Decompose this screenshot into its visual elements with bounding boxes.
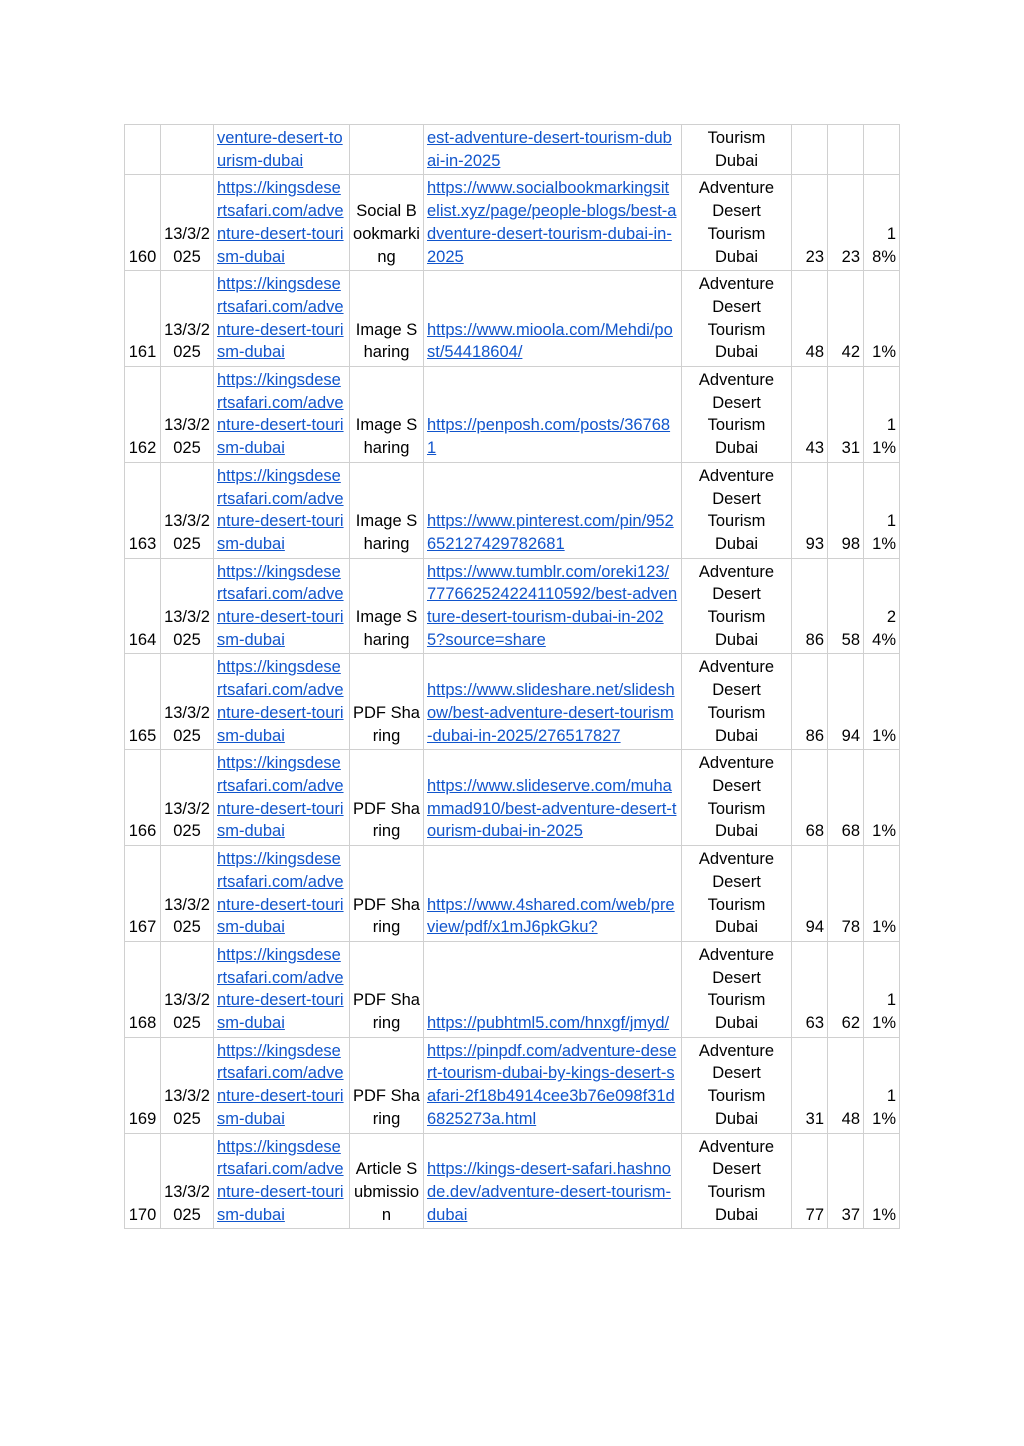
da-cell: 94	[792, 846, 828, 942]
spam-score-cell: 11%	[864, 462, 900, 558]
keyword-cell: Adventure Desert Tourism Dubai	[682, 846, 792, 942]
backlink-url-link[interactable]: https://www.socialbookmarkingsitelist.xyz/page/people-blogs/best-adventure-desert-tourism-dubai-in-2025	[427, 179, 677, 266]
da-cell: 68	[792, 750, 828, 846]
target-url-cell	[214, 846, 350, 942]
date-cell: 13/3/2025	[161, 175, 214, 271]
date-cell: 13/3/2025	[161, 1037, 214, 1133]
backlink-url-cell	[424, 462, 682, 558]
backlink-url-link[interactable]: https://pubhtml5.com/hnxgf/jmyd/	[427, 1014, 670, 1033]
target-url-cell	[214, 1037, 350, 1133]
pa-cell: 58	[828, 558, 864, 654]
backlink-url-cell	[424, 558, 682, 654]
backlink-url-cell	[424, 941, 682, 1037]
backlink-url-cell	[424, 1037, 682, 1133]
submission-type-cell: PDF Sharing	[350, 1037, 424, 1133]
submission-type-cell: Image Sharing	[350, 462, 424, 558]
da-cell: 86	[792, 558, 828, 654]
row-number-cell: 161	[125, 271, 161, 367]
backlink-url-cell	[424, 175, 682, 271]
target-url-cell	[214, 558, 350, 654]
date-cell: 13/3/2025	[161, 558, 214, 654]
da-cell: 63	[792, 941, 828, 1037]
pa-cell: 78	[828, 846, 864, 942]
spam-score-cell: 24%	[864, 558, 900, 654]
target-url-cell	[214, 750, 350, 846]
target-url-cell	[214, 1133, 350, 1229]
backlink-url-cell	[424, 750, 682, 846]
date-cell: 13/3/2025	[161, 367, 214, 463]
keyword-cell: Adventure Desert Tourism Dubai	[682, 175, 792, 271]
spam-score-cell: 1%	[864, 271, 900, 367]
target-url-link[interactable]: https://kingsdesertsafari.com/adventure-desert-tourism-dubai	[217, 1137, 344, 1224]
pa-cell: 23	[828, 175, 864, 271]
target-url-link[interactable]: https://kingsdesertsafari.com/adventure-desert-tourism-dubai	[217, 562, 344, 649]
pa-cell	[828, 125, 864, 175]
keyword-cell: Adventure Desert Tourism Dubai	[682, 558, 792, 654]
row-number-cell: 170	[125, 1133, 161, 1229]
da-cell: 43	[792, 367, 828, 463]
submission-type-cell: PDF Sharing	[350, 750, 424, 846]
da-cell: 31	[792, 1037, 828, 1133]
table-row	[125, 125, 900, 175]
keyword-cell: Adventure Desert Tourism Dubai	[682, 1037, 792, 1133]
keyword-cell: Tourism Dubai	[682, 125, 792, 175]
keyword-cell: Adventure Desert Tourism Dubai	[682, 750, 792, 846]
date-cell: 13/3/2025	[161, 941, 214, 1037]
backlink-url-link[interactable]: https://penposh.com/posts/367681	[427, 416, 671, 458]
spam-score-cell: 1%	[864, 1133, 900, 1229]
da-cell: 86	[792, 654, 828, 750]
date-cell: 13/3/2025	[161, 750, 214, 846]
submission-type-cell: PDF Sharing	[350, 941, 424, 1037]
da-cell	[792, 125, 828, 175]
target-url-link[interactable]: venture-desert-tourism-dubai	[217, 129, 343, 170]
table-row	[125, 846, 900, 942]
row-number-cell: 160	[125, 175, 161, 271]
pa-cell: 31	[828, 367, 864, 463]
spam-score-cell: 1%	[864, 846, 900, 942]
target-url-link[interactable]: https://kingsdesertsafari.com/adventure-desert-tourism-dubai	[217, 466, 344, 553]
submission-type-cell: Article Submission	[350, 1133, 424, 1229]
pa-cell: 62	[828, 941, 864, 1037]
row-number-cell: 166	[125, 750, 161, 846]
target-url-cell	[214, 125, 350, 175]
spam-score-cell: 11%	[864, 367, 900, 463]
table-row	[125, 558, 900, 654]
target-url-link[interactable]: https://kingsdesertsafari.com/adventure-desert-tourism-dubai	[217, 179, 344, 266]
target-url-cell	[214, 941, 350, 1037]
table-row	[125, 1037, 900, 1133]
keyword-cell: Adventure Desert Tourism Dubai	[682, 654, 792, 750]
da-cell: 77	[792, 1133, 828, 1229]
backlink-url-link[interactable]: https://www.pinterest.com/pin/952652127429782681	[427, 512, 674, 553]
submission-type-cell: Image Sharing	[350, 367, 424, 463]
target-url-link[interactable]: https://kingsdesertsafari.com/adventure-desert-tourism-dubai	[217, 275, 344, 362]
keyword-cell: Adventure Desert Tourism Dubai	[682, 271, 792, 367]
submission-type-cell: Social Bookmarking	[350, 175, 424, 271]
target-url-cell	[214, 271, 350, 367]
row-number-cell: 165	[125, 654, 161, 750]
spam-score-cell: 1%	[864, 654, 900, 750]
backlink-url-link[interactable]: https://www.mioola.com/Mehdi/post/54418604/	[427, 320, 673, 362]
table-row	[125, 175, 900, 271]
date-cell: 13/3/2025	[161, 271, 214, 367]
submission-type-cell: Image Sharing	[350, 271, 424, 367]
table-row	[125, 367, 900, 463]
backlink-url-link[interactable]: https://www.4shared.com/web/preview/pdf/x1mJ6pkGku?	[427, 895, 675, 937]
backlink-url-cell	[424, 846, 682, 942]
submission-type-cell: PDF Sharing	[350, 846, 424, 942]
row-number-cell	[125, 125, 161, 175]
table-row	[125, 1133, 900, 1229]
row-number-cell: 163	[125, 462, 161, 558]
keyword-cell: Adventure Desert Tourism Dubai	[682, 941, 792, 1037]
table-row	[125, 462, 900, 558]
pa-cell: 98	[828, 462, 864, 558]
target-url-link[interactable]: https://kingsdesertsafari.com/adventure-desert-tourism-dubai	[217, 945, 344, 1033]
row-number-cell: 167	[125, 846, 161, 942]
pa-cell: 37	[828, 1133, 864, 1229]
pa-cell: 68	[828, 750, 864, 846]
da-cell: 23	[792, 175, 828, 271]
backlink-url-cell	[424, 367, 682, 463]
submission-type-cell: PDF Sharing	[350, 654, 424, 750]
backlink-url-cell	[424, 1133, 682, 1229]
table-row	[125, 271, 900, 367]
pa-cell: 94	[828, 654, 864, 750]
target-url-cell	[214, 654, 350, 750]
spam-score-cell: 1%	[864, 750, 900, 846]
row-number-cell: 168	[125, 941, 161, 1037]
target-url-cell	[214, 462, 350, 558]
table-row	[125, 654, 900, 750]
pa-cell: 48	[828, 1037, 864, 1133]
backlink-url-link[interactable]: est-adventure-desert-tourism-dubai-in-2025	[427, 129, 672, 170]
date-cell: 13/3/2025	[161, 1133, 214, 1229]
target-url-link[interactable]: https://kingsdesertsafari.com/adventure-desert-tourism-dubai	[217, 850, 344, 937]
spam-score-cell: 11%	[864, 1037, 900, 1133]
date-cell: 13/3/2025	[161, 654, 214, 750]
keyword-cell: Adventure Desert Tourism Dubai	[682, 1133, 792, 1229]
keyword-cell: Adventure Desert Tourism Dubai	[682, 367, 792, 463]
table-row	[125, 941, 900, 1037]
target-url-cell	[214, 367, 350, 463]
date-cell	[161, 125, 214, 175]
backlink-url-link[interactable]: https://www.slideshare.net/slideshow/best-adventure-desert-tourism-dubai-in-2025/276517827	[427, 681, 675, 745]
target-url-link[interactable]: https://kingsdesertsafari.com/adventure-desert-tourism-dubai	[217, 754, 344, 841]
backlink-url-cell	[424, 125, 682, 175]
date-cell: 13/3/2025	[161, 846, 214, 942]
backlink-url-cell	[424, 271, 682, 367]
target-url-link[interactable]: https://kingsdesertsafari.com/adventure-desert-tourism-dubai	[217, 1041, 344, 1128]
date-cell: 13/3/2025	[161, 462, 214, 558]
da-cell: 48	[792, 271, 828, 367]
row-number-cell: 169	[125, 1037, 161, 1133]
submission-type-cell	[350, 125, 424, 175]
spam-score-cell: 18%	[864, 175, 900, 271]
pa-cell: 42	[828, 271, 864, 367]
table-row	[125, 750, 900, 846]
backlink-url-cell	[424, 654, 682, 750]
backlink-url-link[interactable]: https://kings-desert-safari.hashnode.dev/adventure-desert-tourism-dubai	[427, 1160, 671, 1224]
submission-type-cell: Image Sharing	[350, 558, 424, 654]
spam-score-cell: 11%	[864, 941, 900, 1037]
spam-score-cell	[864, 125, 900, 175]
da-cell: 93	[792, 462, 828, 558]
row-number-cell: 164	[125, 558, 161, 654]
target-url-link[interactable]: https://kingsdesertsafari.com/adventure-desert-tourism-dubai	[217, 658, 344, 745]
target-url-cell	[214, 175, 350, 271]
row-number-cell: 162	[125, 367, 161, 463]
backlink-url-link[interactable]: https://pinpdf.com/adventure-desert-tourism-dubai-by-kings-desert-safari-2f18b4914cee3b76e098f31d6825273a.html	[427, 1041, 677, 1128]
backlink-url-link[interactable]: https://www.slideserve.com/muhammad910/best-adventure-desert-tourism-dubai-in-2025	[427, 776, 677, 841]
keyword-cell: Adventure Desert Tourism Dubai	[682, 462, 792, 558]
backlink-url-link[interactable]: https://www.tumblr.com/oreki123/777662524224110592/best-adventure-desert-tourism-dubai-in-2025?source=share	[427, 562, 678, 649]
target-url-link[interactable]: https://kingsdesertsafari.com/adventure-desert-tourism-dubai	[217, 371, 344, 458]
backlinks-table	[124, 124, 900, 1229]
